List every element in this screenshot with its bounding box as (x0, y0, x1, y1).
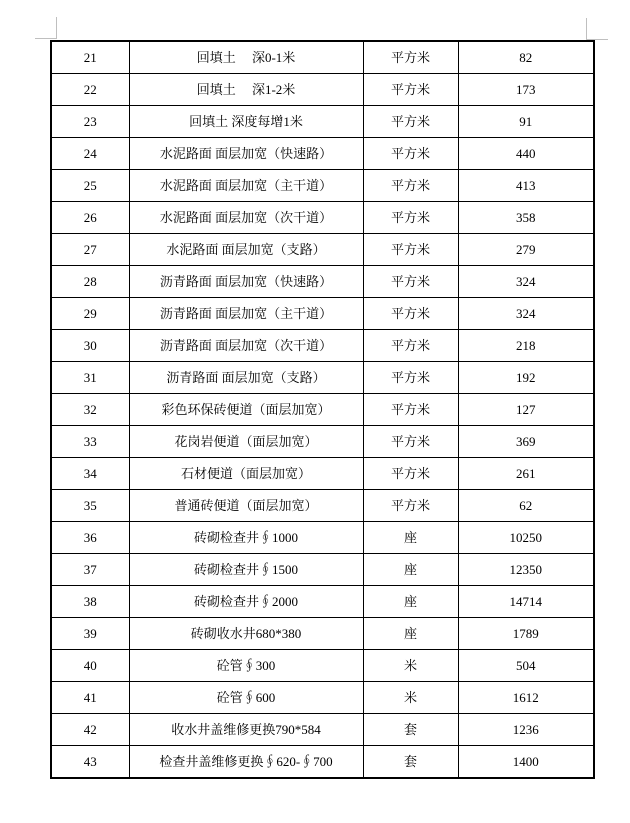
value-cell: 369 (458, 426, 594, 458)
row-number-cell: 41 (51, 682, 129, 714)
value-cell: 218 (458, 330, 594, 362)
margin-crop-mark-top-right (586, 18, 608, 40)
value-cell: 1400 (458, 746, 594, 779)
table-row (51, 138, 594, 170)
table-row (51, 170, 594, 202)
unit-cell: 平方米 (363, 202, 458, 234)
row-number-cell: 28 (51, 266, 129, 298)
table-row (51, 234, 594, 266)
item-description-cell: 砖砌检查井∮1000 (129, 522, 363, 554)
item-description-cell: 沥青路面 面层加宽（主干道） (129, 298, 363, 330)
value-cell: 440 (458, 138, 594, 170)
value-cell: 12350 (458, 554, 594, 586)
table-row (51, 586, 594, 618)
value-cell: 14714 (458, 586, 594, 618)
item-description-cell: 回填土 深0-1米 (129, 41, 363, 74)
unit-cell: 平方米 (363, 394, 458, 426)
value-cell: 91 (458, 106, 594, 138)
table-row (51, 394, 594, 426)
row-number-cell: 32 (51, 394, 129, 426)
value-cell: 1612 (458, 682, 594, 714)
item-description-cell: 砖砌检查井∮1500 (129, 554, 363, 586)
table-row (51, 554, 594, 586)
value-cell: 413 (458, 170, 594, 202)
row-number-cell: 37 (51, 554, 129, 586)
table-row (51, 106, 594, 138)
price-table (50, 40, 595, 779)
value-cell: 173 (458, 74, 594, 106)
value-cell: 279 (458, 234, 594, 266)
value-cell: 82 (458, 41, 594, 74)
row-number-cell: 38 (51, 586, 129, 618)
item-description-cell: 石材便道（面层加宽） (129, 458, 363, 490)
row-number-cell: 27 (51, 234, 129, 266)
item-description-cell: 花岗岩便道（面层加宽） (129, 426, 363, 458)
item-description-cell: 回填土 深1-2米 (129, 74, 363, 106)
item-description-cell: 沥青路面 面层加宽（支路） (129, 362, 363, 394)
row-number-cell: 22 (51, 74, 129, 106)
unit-cell: 平方米 (363, 170, 458, 202)
unit-cell: 平方米 (363, 426, 458, 458)
row-number-cell: 21 (51, 41, 129, 74)
item-description-cell: 普通砖便道（面层加宽） (129, 490, 363, 522)
unit-cell: 米 (363, 650, 458, 682)
row-number-cell: 42 (51, 714, 129, 746)
table-body (51, 41, 594, 778)
item-description-cell: 回填土 深度每增1米 (129, 106, 363, 138)
value-cell: 127 (458, 394, 594, 426)
table-row (51, 362, 594, 394)
value-cell: 1236 (458, 714, 594, 746)
unit-cell: 座 (363, 554, 458, 586)
table-row (51, 202, 594, 234)
table-row (51, 426, 594, 458)
table-row (51, 682, 594, 714)
item-description-cell: 砼管∮300 (129, 650, 363, 682)
item-description-cell: 收水井盖维修更换790*584 (129, 714, 363, 746)
row-number-cell: 24 (51, 138, 129, 170)
value-cell: 261 (458, 458, 594, 490)
unit-cell: 套 (363, 746, 458, 779)
value-cell: 504 (458, 650, 594, 682)
table-row (51, 714, 594, 746)
unit-cell: 平方米 (363, 138, 458, 170)
item-description-cell: 水泥路面 面层加宽（次干道） (129, 202, 363, 234)
item-description-cell: 沥青路面 面层加宽（次干道） (129, 330, 363, 362)
unit-cell: 平方米 (363, 41, 458, 74)
unit-cell: 平方米 (363, 234, 458, 266)
unit-cell: 平方米 (363, 106, 458, 138)
unit-cell: 套 (363, 714, 458, 746)
row-number-cell: 23 (51, 106, 129, 138)
item-description-cell: 砖砌收水井680*380 (129, 618, 363, 650)
unit-cell: 米 (363, 682, 458, 714)
unit-cell: 平方米 (363, 458, 458, 490)
value-cell: 10250 (458, 522, 594, 554)
row-number-cell: 26 (51, 202, 129, 234)
row-number-cell: 43 (51, 746, 129, 779)
row-number-cell: 40 (51, 650, 129, 682)
row-number-cell: 34 (51, 458, 129, 490)
unit-cell: 座 (363, 586, 458, 618)
margin-crop-mark-top-left (35, 17, 57, 39)
table-row (51, 490, 594, 522)
unit-cell: 平方米 (363, 266, 458, 298)
value-cell: 1789 (458, 618, 594, 650)
row-number-cell: 30 (51, 330, 129, 362)
item-description-cell: 水泥路面 面层加宽（支路） (129, 234, 363, 266)
value-cell: 324 (458, 298, 594, 330)
value-cell: 62 (458, 490, 594, 522)
table-row (51, 650, 594, 682)
unit-cell: 平方米 (363, 330, 458, 362)
value-cell: 192 (458, 362, 594, 394)
item-description-cell: 砼管∮600 (129, 682, 363, 714)
row-number-cell: 39 (51, 618, 129, 650)
table-row (51, 74, 594, 106)
table-row (51, 298, 594, 330)
row-number-cell: 35 (51, 490, 129, 522)
table-row (51, 746, 594, 779)
value-cell: 324 (458, 266, 594, 298)
row-number-cell: 25 (51, 170, 129, 202)
table-row (51, 266, 594, 298)
row-number-cell: 36 (51, 522, 129, 554)
unit-cell: 平方米 (363, 362, 458, 394)
unit-cell: 平方米 (363, 490, 458, 522)
item-description-cell: 砖砌检查井∮2000 (129, 586, 363, 618)
unit-cell: 平方米 (363, 74, 458, 106)
item-description-cell: 彩色环保砖便道（面层加宽） (129, 394, 363, 426)
table-row (51, 41, 594, 74)
value-cell: 358 (458, 202, 594, 234)
item-description-cell: 水泥路面 面层加宽（主干道） (129, 170, 363, 202)
unit-cell: 座 (363, 618, 458, 650)
unit-cell: 平方米 (363, 298, 458, 330)
table-row (51, 330, 594, 362)
table-row (51, 522, 594, 554)
table-row (51, 458, 594, 490)
unit-cell: 座 (363, 522, 458, 554)
item-description-cell: 沥青路面 面层加宽（快速路） (129, 266, 363, 298)
item-description-cell: 水泥路面 面层加宽（快速路） (129, 138, 363, 170)
item-description-cell: 检查井盖维修更换∮620-∮700 (129, 746, 363, 779)
row-number-cell: 31 (51, 362, 129, 394)
table-row (51, 618, 594, 650)
row-number-cell: 29 (51, 298, 129, 330)
row-number-cell: 33 (51, 426, 129, 458)
